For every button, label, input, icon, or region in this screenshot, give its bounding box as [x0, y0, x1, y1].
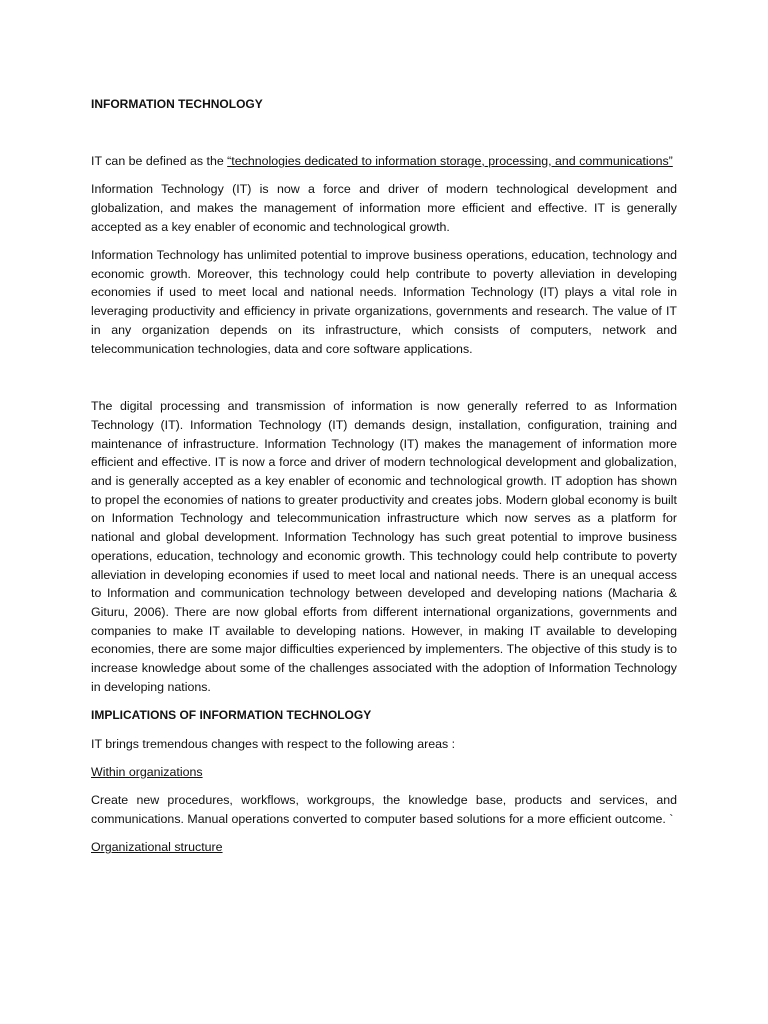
paragraph-2: Information Technology has unlimited potential to improve business operations, education, technology and economic growth. Moreover, this technology could help contribute to poverty alleviation in developing economies if used to meet local and national needs. Information Technology (IT) plays a vital role in leveraging productivity and efficiency in private organizations, governments and research. The value of IT in any organization depends on its infrastructure, which consists of computers, network and telecommunication technologies, data and core software applications. [91, 248, 677, 356]
paragraph-4: Create new procedures, workflows, workgroups, the knowledge base, products and services, and communications. Manual operations converted to computer based solutions for a more efficient outcome. ` [91, 793, 677, 826]
document-page [91, 95, 677, 866]
document-title: INFORMATION TECHNOLOGY [91, 97, 263, 111]
definition-quote: “technologies dedicated to information storage, processing, and communications” [227, 153, 673, 168]
paragraph-1: Information Technology (IT) is now a force and driver of modern technological development and globalization, and makes the management of information more efficient and effective. IT is generally accepted as a key enabler of economic and technological growth. [91, 182, 677, 234]
definition-paragraph [91, 152, 677, 171]
subheading-organizational-structure: Organizational structure [91, 840, 223, 854]
definition-prefix: IT can be defined as the [91, 153, 228, 168]
section-heading: IMPLICATIONS OF INFORMATION TECHNOLOGY [91, 707, 372, 722]
section-intro: IT brings tremendous changes with respect to the following areas : [91, 736, 456, 751]
subheading-within-organizations: Within organizations [91, 764, 203, 779]
paragraph-3: The digital processing and transmission of information is now generally referred to as Information Technology (IT). Information Technology (IT) demands design, installation, configuration, training and maintenance of infrastructure. Information Technology (IT) makes the management of information more efficient and effective. IT is now a force and driver of modern technological development and globalization, and is generally accepted as a key enabler of economic and technological growth. IT adoption has shown to propel the economies of nations to greater productivity and creates jobs. Modern global economy is built on Information Technology and telecommunication infrastructure which now serves as a platform for national and global development. Information Technology has such great potential to improve business operations, education, technology and economic growth. This technology could help contribute to poverty alleviation in developing economies if used to meet local and national needs. There is an unequal access to Information and communication technology between developed and developing nations (Macharia & Gituru, 2006). There are now global efforts from different international organizations, governments and companies to make IT available to developing nations. However, in making IT available to developing economies, there are some major difficulties experienced by implementers. The objective of this study is to increase knowledge about some of the challenges associated with the adoption of Information Technology in developing nations. [91, 399, 677, 694]
